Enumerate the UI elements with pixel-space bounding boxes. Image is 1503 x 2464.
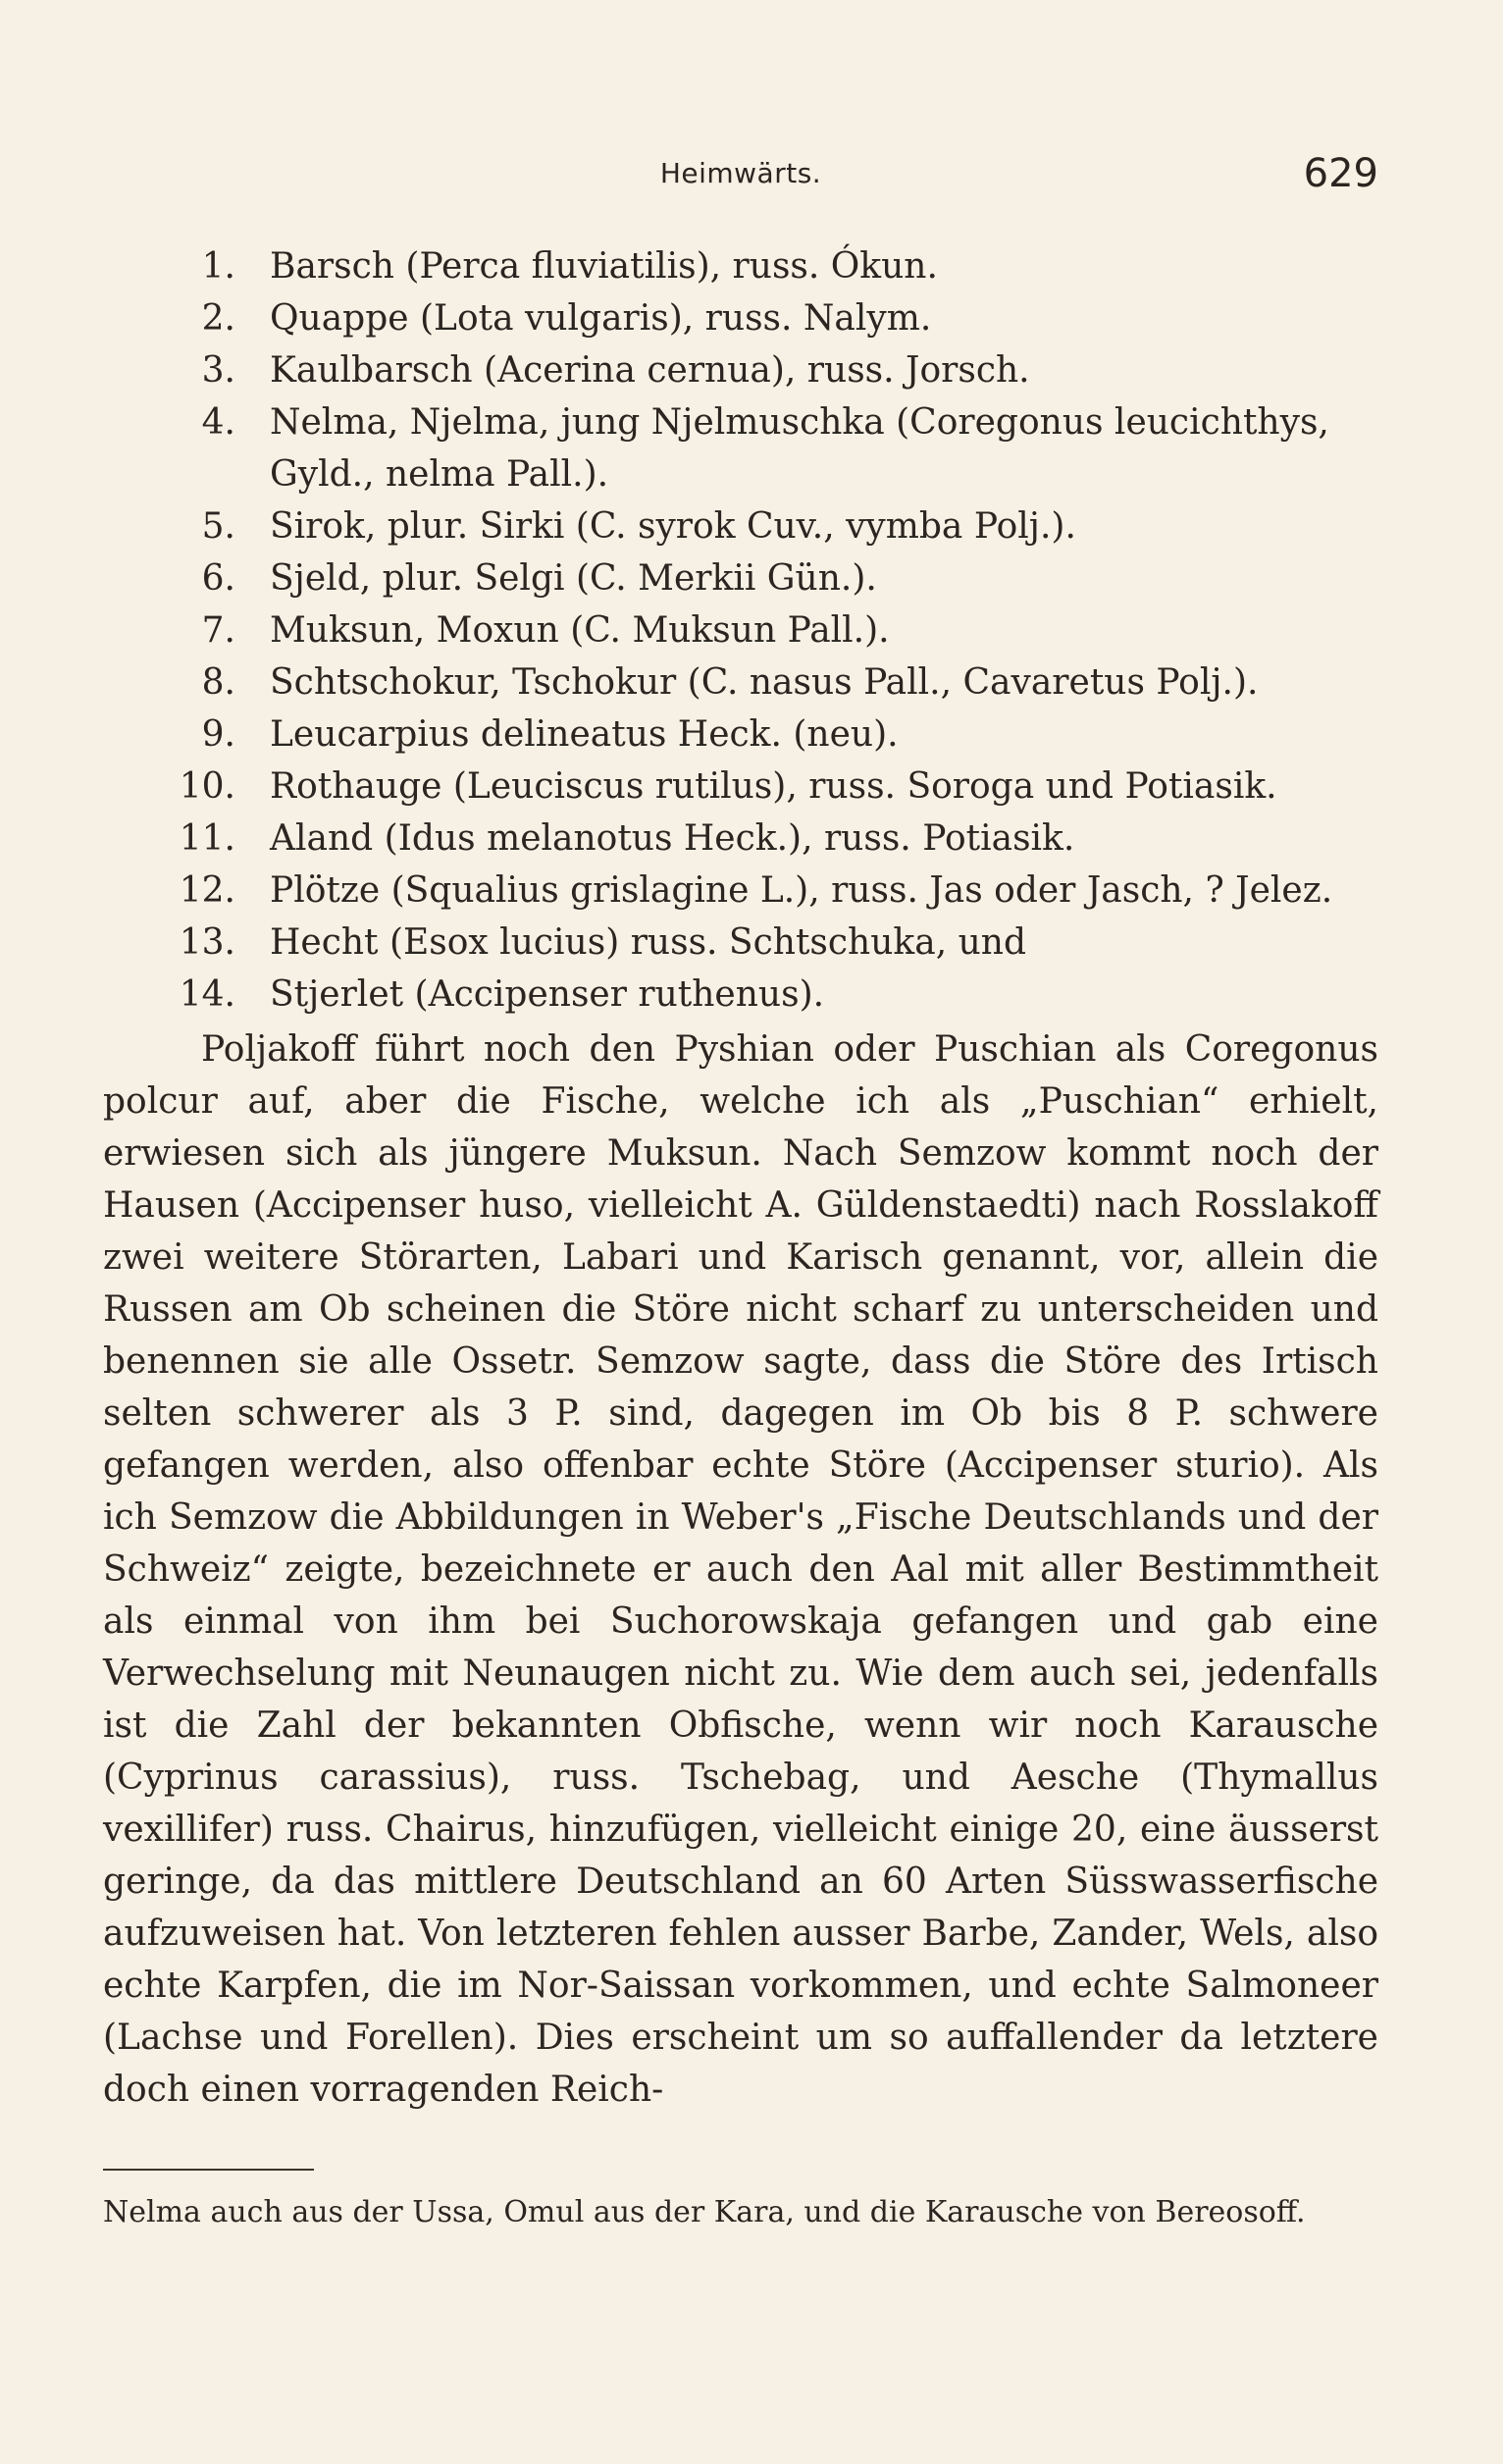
fish-species-list — [103, 240, 1378, 1021]
list-item — [103, 865, 1378, 917]
item-text: Barsch (Perca fluviatilis), russ. Ókun. — [270, 246, 938, 287]
item-number: 14. — [179, 974, 235, 1015]
item-number: 6. — [201, 558, 235, 599]
item-text: Stjerlet (Accipenser ruthenus). — [270, 974, 825, 1015]
chapter-title: Heimwärts. — [659, 157, 822, 189]
item-number: 9. — [201, 714, 235, 755]
item-number: 11. — [179, 818, 235, 859]
item-number: 8. — [201, 662, 235, 703]
page-number: 629 — [1303, 151, 1378, 196]
item-text: Sjeld, plur. Selgi (C. Merkii Gün.). — [270, 558, 877, 599]
list-item — [103, 708, 1378, 760]
item-number: 2. — [201, 298, 235, 339]
body-paragraph: Poljakoff führt noch den Pyshian oder Puschian als Coregonus polcur auf, aber die Fische, welche ich als „Puschian“ erhielt, erwiesen sich als jüngere Muksun. Nach Semzow kommt noch der Hausen (Accipenser huso, vielleicht A. Güldenstaedti) nach Rosslakoff zwei weitere Störarten, Labari und Karisch genannt, vor, allein die Russen am Ob scheinen die Störe nicht scharf zu unterscheiden und benennen sie alle Ossetr. Semzow sagte, dass die Störe des Irtisch selten schwerer als 3 P. sind, dagegen im Ob bis 8 P. schwere gefangen werden, also offenbar echte Störe (Accipenser sturio). Als ich Semzow die Abbildungen in Weber's „Fische Deutschlands und der Schweiz“ zeigte, bezeichnete er auch den Aal mit aller Bestimmtheit als einmal von ihm bei Suchorowskaja gefangen und gab eine Verwechselung mit Neunaugen nicht zu. Wie dem auch sei, jedenfalls ist die Zahl der bekannten Obfische, wenn wir noch Karausche (Cyprinus carassius), russ. Tschebag, und Aesche (Thymallus vexillifer) russ. Chairus, hinzufügen, vielleicht einige 20, eine äusserst geringe, da das mittlere Deutschland an 60 Arten Süsswasserfische aufzuweisen hat. Von letzteren fehlen ausser Barbe, Zander, Wels, also echte Karpfen, die im Nor-Saissan vorkommen, und echte Salmoneer (Lachse und Forellen). Dies erscheint um so auffallender da letztere doch einen vorragenden Reich- — [103, 1029, 1378, 2110]
item-text: Nelma, Njelma, jung Njelmuschka (Coregonus leucichthys, Gyld., nelma Pall.). — [270, 402, 1329, 495]
item-number: 7. — [201, 610, 235, 651]
list-item — [103, 552, 1378, 604]
list-item — [103, 344, 1378, 396]
item-text: Rothauge (Leuciscus rutilus), russ. Soroga und Potiasik. — [270, 766, 1277, 807]
item-number: 12. — [179, 870, 235, 911]
footnote: Nelma auch aus der Ussa, Omul aus der Kara, und die Karausche von Bereosoff. — [103, 2195, 1306, 2229]
list-item — [103, 604, 1378, 656]
item-text: Leucarpius delineatus Heck. (neu). — [270, 714, 899, 755]
item-text: Sirok, plur. Sirki (C. syrok Cuv., vymba Polj.). — [270, 506, 1076, 547]
item-number: 13. — [179, 922, 235, 963]
item-number: 1. — [201, 246, 235, 287]
item-number: 5. — [201, 506, 235, 547]
item-text: Muksun, Moxun (C. Muksun Pall.). — [270, 610, 890, 651]
item-text: Schtschokur, Tschokur (C. nasus Pall., Cavaretus Polj.). — [270, 662, 1259, 703]
item-text: Kaulbarsch (Acerina cernua), russ. Jorsch. — [270, 350, 1030, 391]
item-number: 4. — [201, 402, 235, 443]
item-number: 3. — [201, 350, 235, 391]
item-text: Quappe (Lota vulgaris), russ. Nalym. — [270, 298, 932, 339]
list-item — [103, 500, 1378, 552]
list-item — [103, 240, 1378, 292]
item-number: 10. — [179, 766, 235, 807]
list-item — [103, 656, 1378, 708]
list-item — [103, 813, 1378, 865]
list-item — [103, 917, 1378, 969]
running-head — [103, 147, 1378, 206]
item-text: Plötze (Squalius grislagine L.), russ. Jas oder Jasch, ? Jelez. — [270, 870, 1333, 911]
list-item — [103, 292, 1378, 344]
list-item — [103, 396, 1378, 500]
list-item — [103, 969, 1378, 1021]
list-item — [103, 760, 1378, 813]
item-text: Hecht (Esox lucius) russ. Schtschuka, und — [270, 922, 1026, 963]
item-text: Aland (Idus melanotus Heck.), russ. Potiasik. — [270, 818, 1075, 859]
footnote-divider — [103, 2169, 314, 2171]
